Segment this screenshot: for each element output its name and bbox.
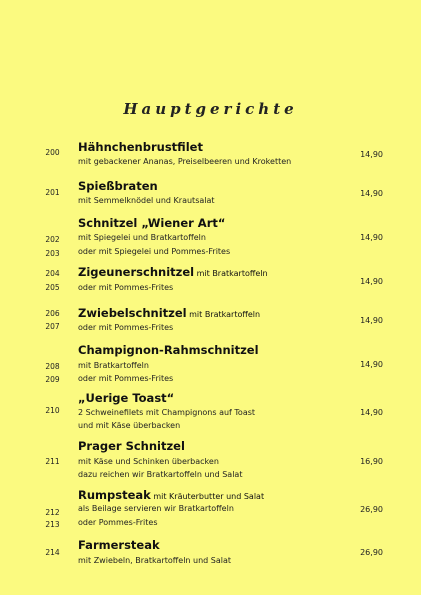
dish-description: oder Pommes-Frites [78,518,158,527]
dish-number: 209 [45,375,60,384]
dish-number: 211 [45,457,60,466]
dish-name [78,140,203,154]
dish-title: Spießbraten [78,179,158,193]
dish-number: 204 [45,269,60,278]
dish-name [78,538,160,552]
dish-description: mit Semmelknödel und Krautsalat [78,196,215,205]
dish-number: 213 [45,520,60,529]
dish-number: 205 [45,283,60,292]
dish-name [78,488,264,502]
dish-inline-description: mit Kräuterbutter und Salat [150,492,265,501]
dish-title: Rumpsteak [78,488,151,502]
dish-number: 203 [45,249,60,258]
dish-price: 14,90 [360,277,383,286]
dish-price: 14,90 [360,150,383,159]
dish-name [78,179,158,193]
dish-description: als Beilage servieren wir Bratkartoffeln [78,504,234,513]
dish-number: 206 [45,309,60,318]
dish-name [78,343,259,357]
dish-description: mit Käse und Schinken überbacken [78,457,219,466]
dish-number: 200 [45,148,60,157]
dish-description: 2 Schweinefilets mit Champignons auf Toast [78,408,256,417]
dish-name [78,306,260,320]
dish-inline-description: mit Bratkartoffeln [194,269,268,278]
dish-description: oder mit Pommes-Frites [78,283,174,292]
dish-title: Champignon-Rahmschnitzel [78,343,259,357]
dish-name [78,439,185,453]
dish-price: 26,90 [360,548,383,557]
dish-number: 212 [45,508,60,517]
dish-title: „Uerige Toast“ [78,391,175,405]
dish-description: mit Spiegelei und Bratkartoffeln [78,233,206,242]
dish-name [78,265,268,279]
dish-title: Prager Schnitzel [78,439,185,453]
dish-price: 14,90 [360,189,383,198]
dish-title: Zigeunerschnitzel [78,265,195,279]
dish-number: 201 [45,188,60,197]
dish-description: und mit Käse überbacken [78,421,181,430]
dish-price: 14,90 [360,316,383,325]
dish-number: 208 [45,362,60,371]
dish-description: dazu reichen wir Bratkartoffeln und Salat [78,470,243,479]
dish-description: oder mit Pommes-Frites [78,374,174,383]
dish-number: 214 [45,548,60,557]
dish-name [78,216,225,230]
dish-number: 210 [45,406,60,415]
dish-number: 207 [45,322,60,331]
dish-description: oder mit Pommes-Frites [78,323,174,332]
dish-price: 16,90 [360,457,383,466]
dish-title: Hähnchenbrustfilet [78,140,203,154]
dish-description: mit Bratkartoffeln [78,361,149,370]
page-title: Hauptgerichte [123,100,298,118]
dish-price: 26,90 [360,505,383,514]
dish-price: 14,90 [360,360,383,369]
dish-inline-description: mit Bratkartoffeln [186,310,261,319]
dish-price: 14,90 [360,233,383,242]
dish-title: Schnitzel „Wiener Art“ [78,216,226,230]
dish-title: Farmersteak [78,538,160,552]
dish-price: 14,90 [360,408,383,417]
dish-number: 202 [45,235,60,244]
dish-title: Zwiebelschnitzel [78,306,187,320]
dish-description: mit gebackener Ananas, Preiselbeeren und Kroketten [78,157,292,166]
dish-description: oder mit Spiegelei und Pommes-Frites [78,247,231,256]
dish-name [78,391,174,405]
dish-description: mit Zwiebeln, Bratkartoffeln und Salat [78,556,232,565]
